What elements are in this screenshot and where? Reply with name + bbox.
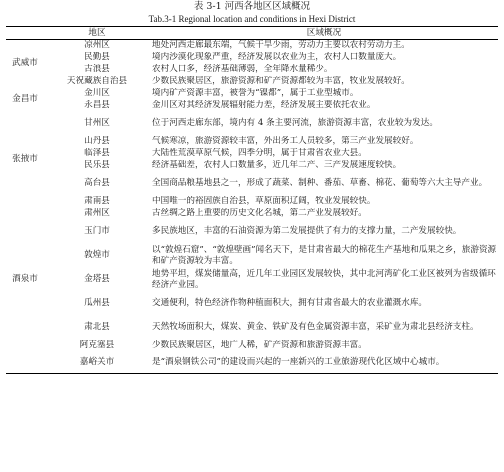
area-cell: 嘉峪关市: [44, 352, 150, 374]
description-cell: 地处河西走廊最东端，气候干旱少雨，劳动力主要以农村劳动力主。: [152, 40, 410, 51]
table-row: [6, 244, 498, 268]
table-row: [6, 148, 498, 160]
header-area: 地区: [44, 27, 150, 40]
table-row: [6, 316, 498, 340]
description-cell: 天然牧场面积大，煤炭、黄金、铁矿及有色金属资源丰富，采矿业为肃北县经济支柱。: [152, 322, 479, 332]
table-body: [6, 40, 498, 374]
area-cell: 天祝藏族自治县: [66, 76, 128, 86]
description-cell: 境内沙漠化现象严重，经济发展以农业为主，农村人口数量庞大。: [152, 52, 402, 62]
city-cell: 张掖市: [12, 154, 38, 164]
description-cell: 大陆性荒漠草原气候，四季分明，属于甘肃省农业大县。: [152, 148, 367, 158]
table-row: [6, 52, 498, 64]
area-cell: 肃北县: [84, 322, 110, 332]
table-row: [6, 64, 498, 76]
description-cell: 经济基础差，农村人口数量多，近几年二产、三产发展速度较快。: [152, 160, 402, 170]
table-row: [6, 208, 498, 220]
table-title-cn: 表 3-1 河西各地区区域概况: [193, 1, 311, 12]
table-row: [6, 160, 498, 172]
regional-conditions-table: [6, 26, 498, 374]
area-cell: 肃南县: [84, 196, 110, 206]
area-cell: 甘州区: [84, 118, 110, 128]
area-cell: 高台县: [84, 178, 110, 188]
city-cell: 酒泉市: [12, 274, 38, 284]
description-cell: 位于河西走廊东部，境内有 4 条主要河流，旅游资源丰富，农业较为发达。: [152, 118, 438, 128]
table-row: [6, 136, 498, 148]
table-row: [6, 196, 498, 208]
description-cell: 金川区对其经济发展辐射能力差，经济发展主要依托农业。: [152, 100, 376, 110]
table-row: [6, 100, 498, 112]
area-cell: 古浪县: [84, 64, 110, 74]
description-cell: 全国商品粮基地县之一，形成了蔬菜、制种、番茄、草畜、棉花、葡萄等六大主导产业。: [152, 178, 488, 188]
city-cell: [6, 352, 44, 374]
table-title-en: Tab.3-1 Regional location and conditions in Hexi District: [148, 14, 356, 24]
area-cell: 民勤县: [84, 52, 110, 62]
area-cell: 永昌县: [84, 100, 110, 110]
area-cell: 瓜州县: [84, 298, 110, 308]
description-cell: 境内矿产资源丰富，被誉为“镍都”，属于工业型城市。: [152, 88, 359, 98]
table-row: [6, 40, 498, 52]
table-row: [6, 88, 498, 100]
table-row: [6, 292, 498, 316]
header-region: [6, 27, 44, 40]
description-cell: 少数民族聚居区，地广人稀，矿产资源和旅游资源丰富。: [152, 340, 367, 350]
area-cell: 肃州区: [84, 208, 110, 218]
area-cell: 金川区: [84, 88, 110, 98]
area-cell: 民乐县: [84, 160, 110, 170]
table-header-row: [6, 27, 498, 40]
table-row: [6, 112, 498, 136]
description-cell: 地势平坦，煤炭储量高，近几年工业园区发展较快，其中北河湾矿化工业区被列为省级循环经济产业园。: [152, 268, 496, 290]
table-row: [6, 76, 498, 88]
table-row: [6, 268, 498, 292]
description-cell: 古丝绸之路上重要的历史文化名城，第二产业发展较好。: [152, 208, 367, 218]
city-cell: 武威市: [12, 58, 38, 69]
description-cell: 气候寒凉，旅游资源较丰富，外出务工人员较多，第三产业发展较好。: [152, 136, 419, 146]
area-cell: 敦煌市: [84, 250, 110, 260]
city-cell: 金昌市: [12, 94, 38, 104]
table-row: [6, 220, 498, 244]
description-cell: 农村人口多，经济基础薄弱，全年降水量稀少。: [152, 64, 333, 74]
description-cell: 以“敦煌石窟”、“敦煌壁画”闻名天下，是甘肃省最大的棉花生产基地和瓜果之乡，旅游资源和矿产资源较为丰富。: [152, 244, 497, 266]
area-cell: 凉州区: [84, 40, 110, 51]
description-cell: 是“酒泉钢铁公司”的建设而兴起的一座新兴的工业旅游现代化区域中心城市。: [150, 352, 498, 374]
area-cell: 临泽县: [84, 148, 110, 158]
area-cell: 玉门市: [84, 226, 110, 236]
description-cell: 交通便利，特色经济作物种植面积大，拥有甘肃省最大的农业灌溉水库。: [152, 298, 428, 308]
description-cell: 多民族地区，丰富的石油资源为第二发展提供了有力的支撑力量，二产发展较快。: [152, 226, 462, 236]
area-cell: 山丹县: [84, 136, 110, 146]
header-description: 区域概况: [150, 27, 498, 40]
description-cell: 少数民族聚居区，旅游资源和矿产资源都较为丰富，牧业发展较好。: [152, 76, 410, 86]
table-row: [6, 172, 498, 196]
description-cell: 中国唯一的裕固族自治县，草原面积辽阔，牧业发展较快。: [152, 196, 376, 206]
area-cell: 金塔县: [84, 274, 110, 284]
table-row: [6, 352, 498, 374]
area-cell: 阿克塞县: [79, 340, 115, 350]
table-row: [6, 340, 498, 352]
